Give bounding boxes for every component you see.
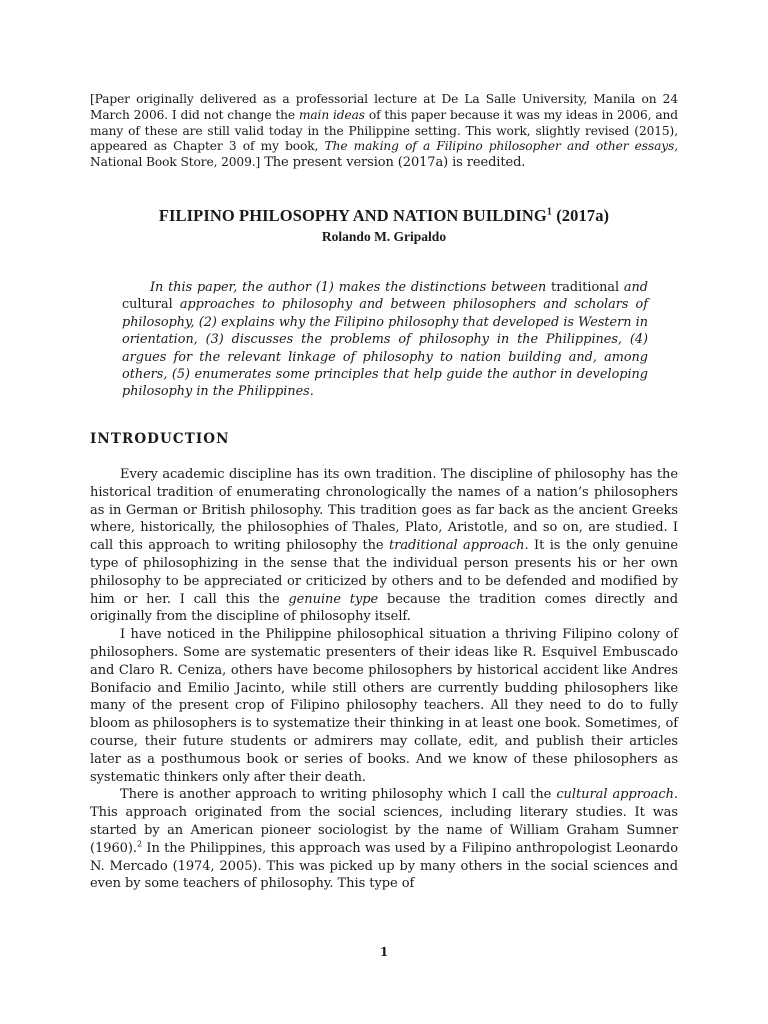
abstract-cultural: cultural bbox=[122, 297, 173, 313]
abstract-traditional: traditional bbox=[551, 280, 620, 295]
page-number: 1 bbox=[379, 945, 389, 959]
p3-text-2: . This approach originated from the social sciences, including literary studies. It was started by an American pioneer sociologist by the name of William Graham Sumner (1960). bbox=[90, 787, 678, 856]
p3-text-3: In the Philippines, this approach was used by a Filipino anthropologist Leonardo N. Mercado (1974, 2005). This was picked up by many others in the social sciences and even by some teachers of philosophy. This type of bbox=[90, 840, 678, 892]
preface-book-title: The making of a Filipino philosopher and other essays, bbox=[324, 139, 678, 154]
preface-tail: The present version (2017a) is reedited. bbox=[260, 155, 526, 171]
abstract bbox=[122, 279, 648, 401]
page-title bbox=[90, 206, 678, 226]
preface-emphasis: main ideas bbox=[298, 107, 365, 122]
p3-footnote-mark: 2 bbox=[137, 839, 143, 849]
title-footnote-mark: 1 bbox=[546, 206, 552, 218]
author-name: Rolando M. Gripaldo bbox=[321, 229, 447, 244]
preface-text-1: [Paper originally delivered as a professorial lecture at De La Salle University, Manila on 24 March 2006. I did not change the bbox=[90, 92, 678, 122]
title-main: FILIPINO PHILOSOPHY AND NATION BUILDING bbox=[158, 206, 547, 225]
preface-note bbox=[90, 92, 678, 171]
preface-text-2: of this paper because it was my ideas in 2006, and many of these are still valid today in the Philippine setting. This work, slightly revised (2015), appeared as Chapter 3 of my book, bbox=[90, 107, 678, 154]
p1-text-3: because the tradition comes directly and originally from the discipline of philosophy itself. bbox=[90, 591, 678, 625]
p3-text-1: There is another approach to writing philosophy which I call the bbox=[120, 787, 557, 803]
preface-text-3: National Book Store, 2009.] bbox=[90, 155, 261, 170]
p3-emphasis: cultural approach bbox=[556, 787, 674, 803]
body-text bbox=[90, 466, 678, 893]
p1-emphasis-2: genuine type bbox=[288, 591, 379, 607]
abstract-text-3: approaches to philosophy and between philosophers and scholars of philosophy, (2) explains why the Filipino philosophy that developed is Western in orientation, (3) discusses the problems of philosophy in the Philippines, (4) argues for the relevant linkage of philosophy to nation building and, among others, (5) enumerates some principles that help guide the author in developing philosophy in the Philippines. bbox=[122, 297, 648, 400]
section-heading: INTRODUCTION bbox=[90, 431, 230, 447]
title-edition: (2017a) bbox=[551, 206, 610, 225]
abstract-text-1: In this paper, the author (1) makes the distinctions between bbox=[150, 280, 552, 295]
p1-emphasis-1: traditional approach bbox=[389, 538, 525, 554]
paragraph-1 bbox=[90, 466, 678, 626]
abstract-text-2: and bbox=[619, 280, 648, 295]
paragraph-3 bbox=[90, 786, 678, 893]
p1-text-2: . It is the only genuine type of philosophizing in the sense that the individual person presents his or her own philosophy to be appreciated or criticized by others and to be defended and modified by him or her. I call this the bbox=[90, 538, 678, 607]
p1-text-1: Every academic discipline has its own tradition. The discipline of philosophy has the historical tradition of enumerating chronologically the names of a nation’s philosophers as in German or British philosophy. This tradition goes as far back as the ancient Greeks where, historically, the philosophies of Thales, Plato, Aristotle, and so on, are studied. I call this approach to writing philosophy the bbox=[90, 467, 678, 554]
document-page bbox=[90, 0, 678, 1024]
paragraph-2: I have noticed in the Philippine philosophical situation a thriving Filipino colony of philosophers. Some are systematic presenters of their ideas like R. Esquivel Embuscado and Claro R. Ceniza, others have become philosophers by historical accident like Andres Bonifacio and Emilio Jacinto, while still others are currently budding philosophers like many of the present crop of Filipino philosophy teachers. All they need to do to fully bloom as philosophers is to systematize their thinking in at least one book. Sometimes, of course, their future students or admirers may collate, edit, and publish their articles later as a posthumous book or series of books. And we know of these philosophers as systematic thinkers only after their death. bbox=[90, 627, 678, 785]
